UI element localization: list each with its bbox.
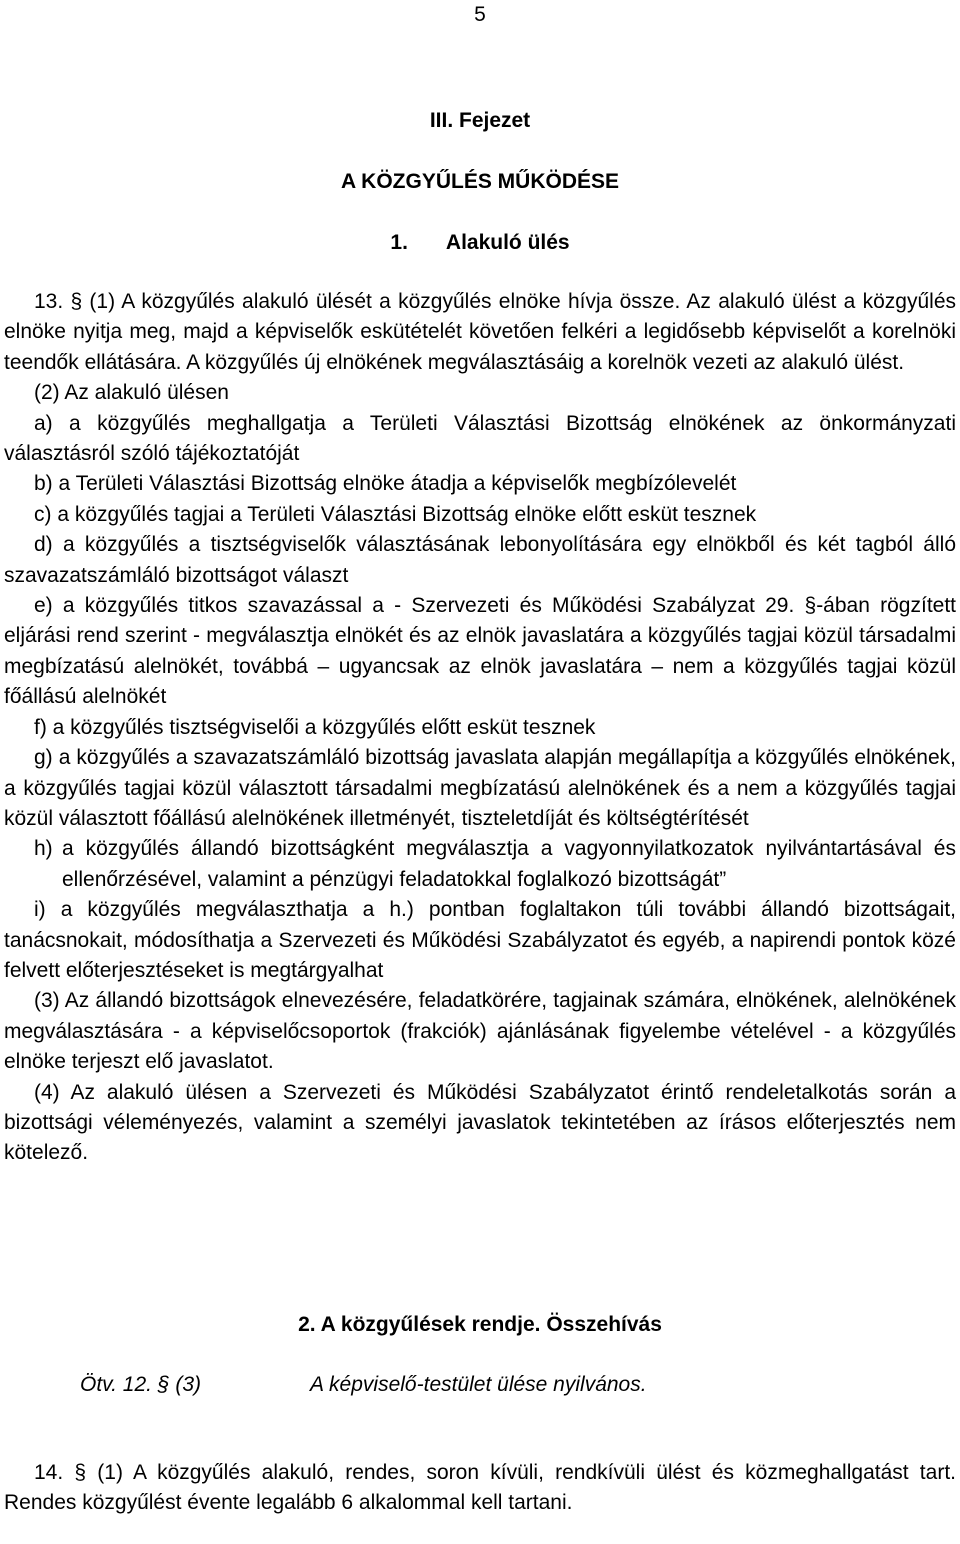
section-2-heading: 2. A közgyűlések rendje. Összehívás bbox=[298, 1313, 662, 1336]
list-item-f: f) a közgyűlés tisztségviselői a közgyűlés előtt esküt tesznek bbox=[34, 715, 596, 739]
chapter-title: A KÖZGYŰLÉS MŰKÖDÉSE bbox=[340, 170, 620, 193]
section-14 bbox=[4, 1458, 956, 1519]
otv-quote bbox=[80, 1370, 940, 1400]
list-item-i: i) a közgyűlés megválaszthatja a h.) pontban foglaltakon túli további állandó bizottságait, tanácsnokait, módosíthatja a Szervezeti és Működési Szabályzatot és egyéb, a napirendi pontok közé felvett előterjesztéseket is megtárgyalhat bbox=[4, 898, 956, 982]
subsection-title: Alakuló ülés bbox=[445, 231, 570, 254]
otv-reference: Ötv. 12. § (3) bbox=[80, 1373, 201, 1396]
list-item-b: b) a Területi Választási Bizottság elnöke átadja a képviselők megbízólevelét bbox=[34, 472, 737, 496]
subsection-number: 1. bbox=[390, 231, 408, 254]
paragraph-14-1: 14. § (1) A közgyűlés alakuló, rendes, soron kívüli, rendkívüli ülést és közmeghallgatást tart. Rendes közgyűlést évente legalább 6 alkalommal kell tartani. bbox=[4, 1461, 956, 1515]
list-item-g: g) a közgyűlés a szavazatszámláló bizottság javaslata alapján megállapítja a közgyűlés elnökének, a közgyűlés tagjai közül választott társadalmi megbízatású alelnökének és a nem a közgyűlés tagjai közül választott főállású alelnökének illetményét, tiszteletdíját és költségtérítését bbox=[4, 746, 956, 830]
list-item-a: a) a közgyűlés meghallgatja a Területi Választási Bizottság elnökének az önkormányzati választásról szóló tájékoztatóját bbox=[4, 411, 956, 466]
chapter-heading: III. Fejezet bbox=[429, 109, 531, 132]
list-item-h-label: h) bbox=[34, 837, 53, 861]
page-number: 5 bbox=[474, 3, 486, 26]
paragraph-13-1: 13. § (1) A közgyűlés alakuló ülését a közgyűlés elnöke hívja össze. Az alakuló ülést a közgyűlés elnöke nyitja meg, majd a képviselők eskütételét követően felkéri a legidősebb képviselőt a korelnöki teendők ellátására. A közgyűlés új elnökének megválasztásáig a korelnök vezeti az alakuló ülést. bbox=[4, 290, 956, 374]
paragraph-13-3: (3) Az állandó bizottságok elnevezésére, feladatkörére, tagjainak számára, elnökének, alelnökének megválasztására - a képviselőcsoportok (frakciók) ajánlásának figyelembe vételével - a közgyűlés elnöke terjeszt elő javaslatot. bbox=[4, 989, 956, 1074]
paragraph-13-2: (2) Az alakuló ülésen bbox=[34, 381, 229, 405]
otv-text: A képviselő-testület ülése nyilvános. bbox=[310, 1373, 647, 1396]
list-item-h bbox=[4, 834, 956, 895]
paragraph-13-4: (4) Az alakuló ülésen a Szervezeti és Működési Szabályzatot érintő rendeletalkotás során a bizottsági véleményezés, valamint a személyi javaslatok tekintetében az írásos előterjesztés nem kötelező. bbox=[4, 1080, 956, 1165]
list-item-d: d) a közgyűlés a tisztségviselők választásának lebonyolítására egy elnökből és két tagból álló szavazatszámláló bizottságot választ bbox=[4, 533, 956, 587]
section-13 bbox=[4, 287, 956, 1169]
list-item-e: e) a közgyűlés titkos szavazással a - Szervezeti és Működési Szabályzat 29. §-ában rögzített eljárási rend szerint - megválasztja elnökét és az elnök javaslatára a közgyűlés tagjai közül társadalmi megbízatású alelnökét, továbbá – ugyancsak az elnök javaslatára – nem a közgyűlés tagjai közül főállású alelnökét bbox=[4, 594, 956, 709]
list-item-c: c) a közgyűlés tagjai a Területi Választási Bizottság elnöke előtt esküt tesznek bbox=[34, 502, 757, 526]
subsection-heading bbox=[0, 228, 960, 258]
list-item-h-text: a közgyűlés állandó bizottságként megválasztja a vagyonnyilatkozatok nyilvántartásával és ellenőrzésével, valamint a pénzügyi feladatokkal foglalkozó bizottságát” bbox=[62, 837, 956, 891]
